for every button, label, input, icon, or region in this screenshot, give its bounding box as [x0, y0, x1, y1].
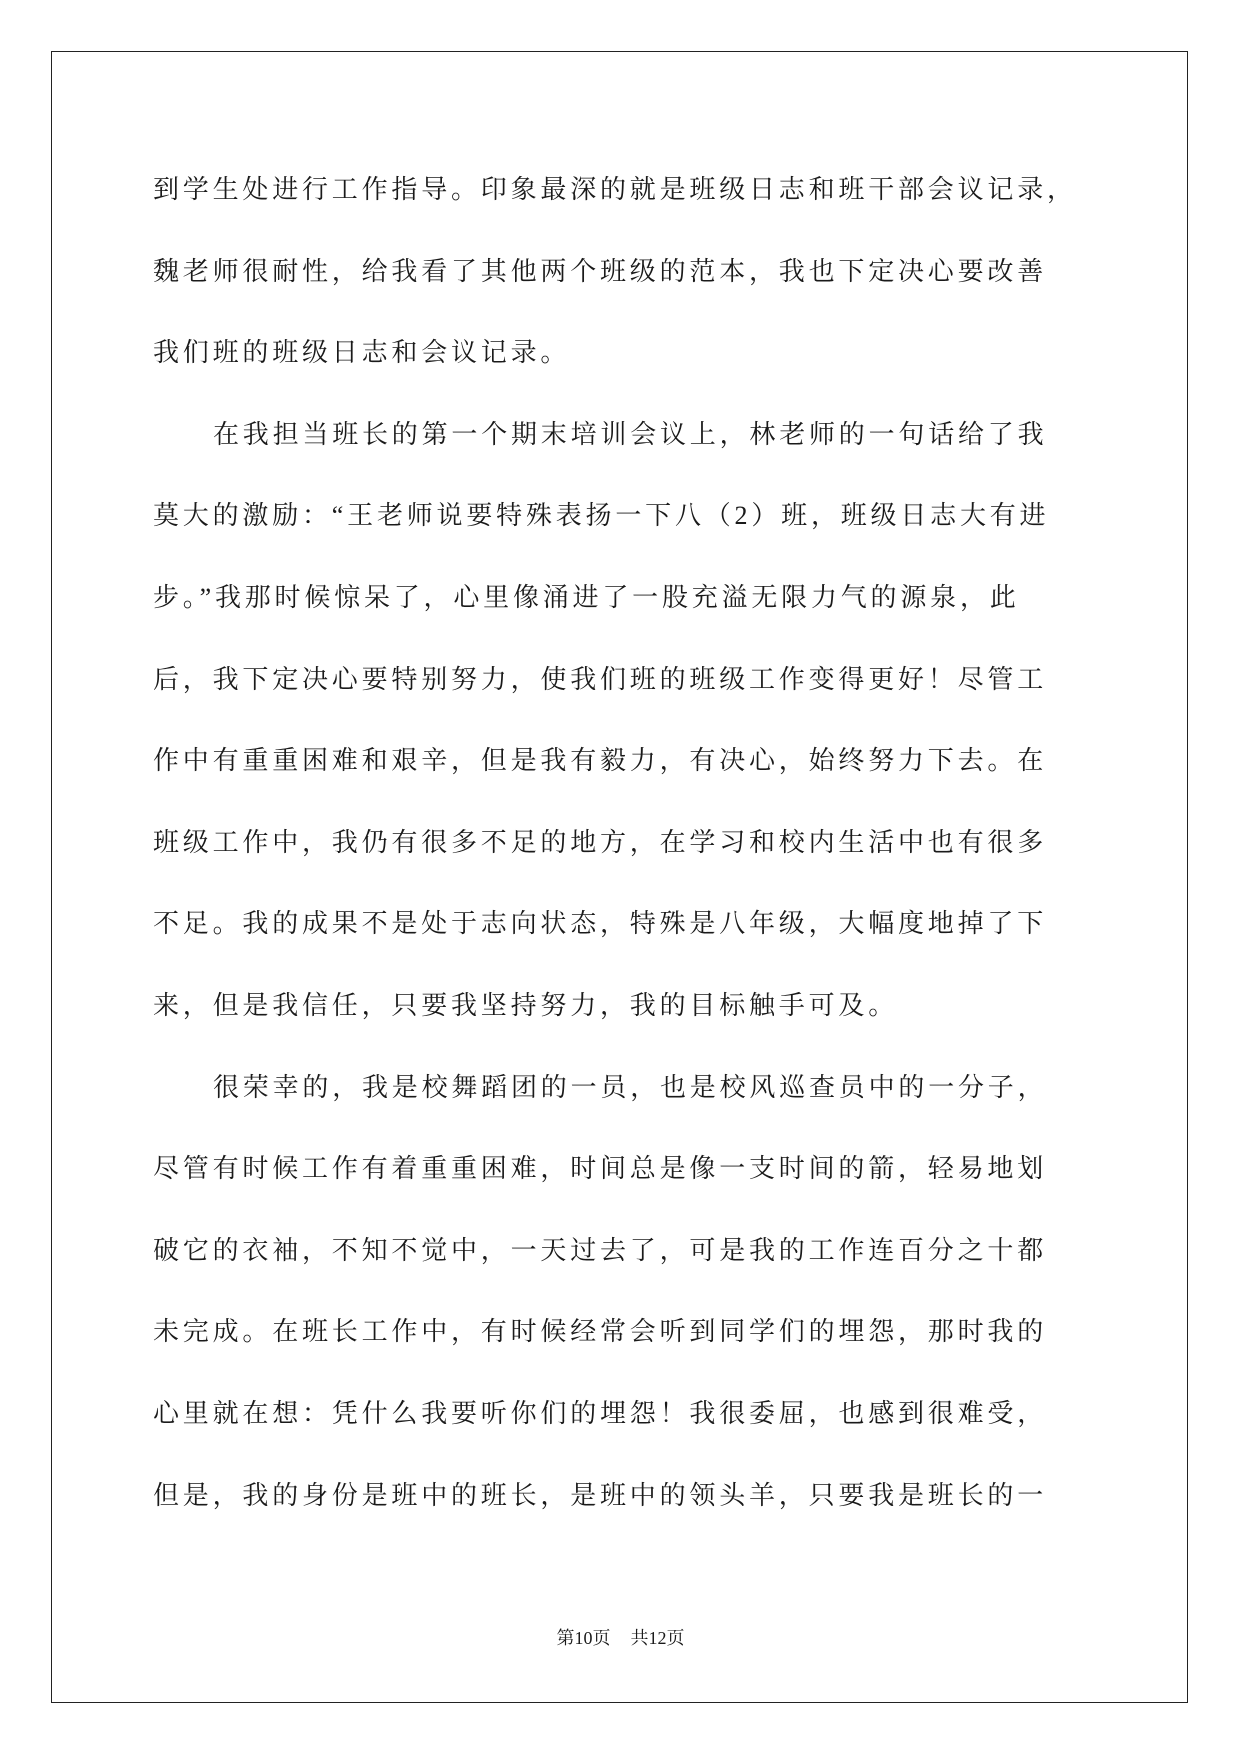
text-line: 破它的衣袖，不知不觉中，一天过去了，可是我的工作连百分之十都	[153, 1235, 1048, 1265]
paragraph	[153, 149, 1133, 394]
text-line: 来，但是我信任，只要我坚持努力，我的目标触手可及。	[153, 990, 899, 1020]
page-total: 共12页	[630, 1628, 685, 1648]
document-body	[153, 149, 1133, 1536]
text-line: 作中有重重困难和艰辛，但是我有毅力，有决心，始终努力下去。在	[153, 746, 1048, 776]
text-line: 魏老师很耐性，给我看了其他两个班级的范本，我也下定决心要改善	[153, 256, 1048, 286]
page-number: 第10页	[556, 1628, 611, 1648]
text-line: 后，我下定决心要特别努力，使我们班的班级工作变得更好！尽管工	[153, 664, 1048, 694]
text-line: 在我担当班长的第一个期末培训会议上，林老师的一句话给了我	[213, 419, 1048, 449]
text-line: 到学生处进行工作指导。印象最深的就是班级日志和班干部会议记录，	[153, 175, 1077, 204]
text-line: 班级工作中，我仍有很多不足的地方，在学习和校内生活中也有很多	[153, 827, 1048, 857]
page-footer	[0, 1624, 1241, 1652]
text-line: 尽管有时候工作有着重重困难，时间总是像一支时间的箭，轻易地划	[153, 1154, 1048, 1184]
text-line: 我们班的班级日志和会议记录。	[153, 338, 571, 368]
text-line: 不足。我的成果不是处于志向状态，特殊是八年级，大幅度地掉了下	[153, 909, 1048, 939]
text-line: 未完成。在班长工作中，有时候经常会听到同学们的埋怨，那时我的	[153, 1317, 1048, 1347]
paragraph	[153, 1047, 1133, 1537]
text-line: 莫大的激励：“王老师说要特殊表扬一下八（2）班，班级日志大有进	[153, 501, 1050, 531]
paragraph	[153, 394, 1133, 1047]
text-line: 但是，我的身份是班中的班长，是班中的领头羊，只要我是班长的一	[153, 1480, 1048, 1510]
text-line: 很荣幸的，我是校舞蹈团的一员，也是校风巡查员中的一分子，	[213, 1072, 1048, 1102]
text-line: 步。”我那时候惊呆了，心里像涌进了一股充溢无限力气的源泉，此	[153, 582, 1020, 612]
text-line: 心里就在想：凭什么我要听你们的埋怨！我很委屈，也感到很难受，	[153, 1398, 1048, 1428]
